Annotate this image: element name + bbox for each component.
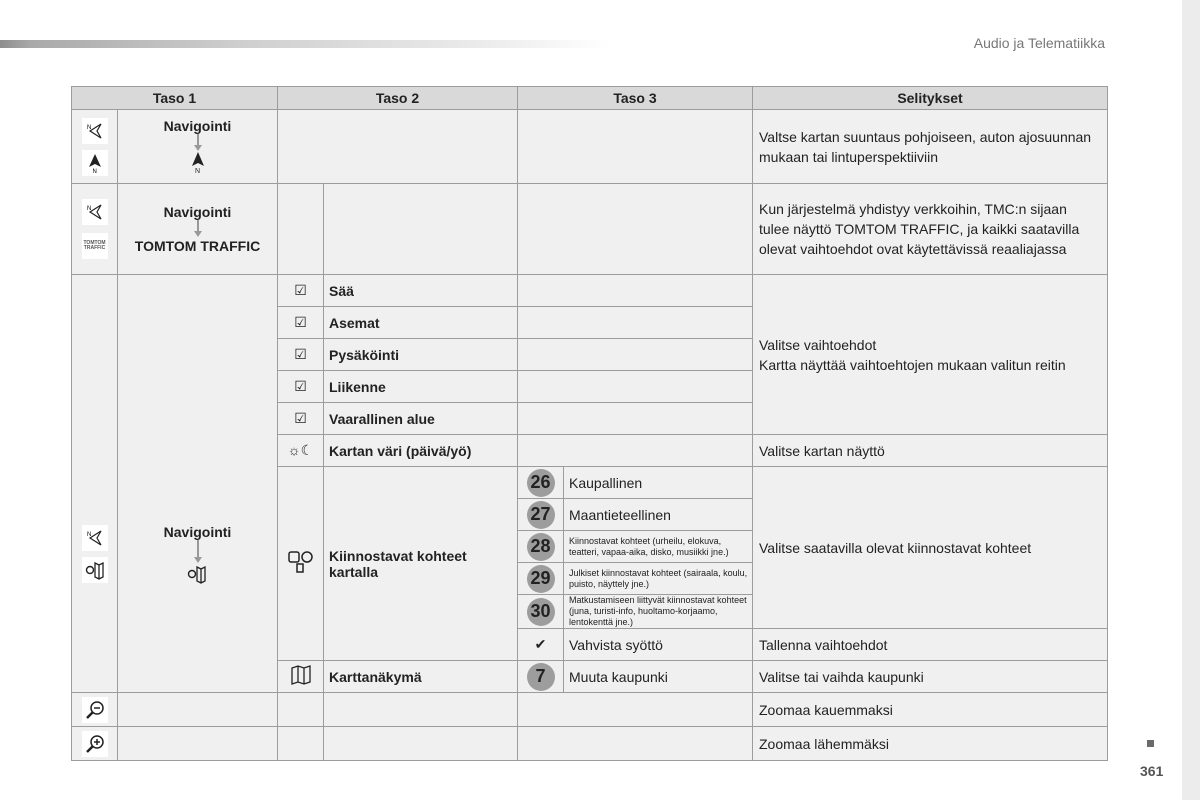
section-title: Audio ja Telematiikka — [973, 35, 1105, 51]
description: Zoomaa kauemmaksi — [753, 693, 1108, 727]
description: Valitse saatavilla olevat kiinnostavat kohteet — [753, 467, 1108, 629]
poi-label: Kiinnostavat kohteet (urheilu, elokuva, teatteri, vapaa-aika, disko, musiikki jne.) — [564, 531, 753, 563]
down-arrow-icon — [193, 134, 203, 152]
checkbox-icon: ☑ — [278, 275, 324, 307]
description: Valtse kartan suuntaus pohjoiseen, auton ajosuunnan mukaan tai lintuperspektiiviin — [753, 110, 1108, 184]
description: Valitse kartan näyttö — [753, 435, 1108, 467]
menu-table — [71, 86, 1108, 761]
col-header-taso2: Taso 2 — [278, 87, 518, 110]
option-label: Asemat — [324, 307, 518, 339]
svg-text:N: N — [86, 206, 91, 212]
poi-label: Matkustamiseen liittyvät kiinnostavat kohteet (juna, turisti-info, huoltamo-korjaamo, lentokenttä jne.) — [564, 595, 753, 629]
icon-cell — [72, 184, 118, 275]
option-label: Karttanäkymä — [324, 661, 518, 693]
city-badge: 7 — [527, 663, 555, 691]
table-row — [72, 110, 1108, 184]
svg-text:N: N — [86, 124, 91, 131]
col-header-taso3: Taso 3 — [518, 87, 753, 110]
page-number: 361 — [1140, 763, 1164, 779]
navigation-icon — [82, 118, 108, 144]
north-label: N — [194, 168, 201, 175]
option-label: Kiinnostavat kohteet kartalla — [324, 467, 518, 661]
description: Zoomaa lähemmäksi — [753, 727, 1108, 761]
nav-cell — [118, 184, 278, 275]
table-row — [72, 693, 1108, 727]
option-label: Kartan väri (päivä/yö) — [324, 435, 518, 467]
navigation-icon — [82, 199, 108, 225]
down-arrow-icon — [193, 220, 203, 238]
table-row — [72, 184, 1108, 275]
col-header-taso1: Taso 1 — [72, 87, 278, 110]
description-line: Valitse vaihtoehdot — [759, 336, 877, 353]
navigation-icon — [82, 525, 108, 551]
poi-badge: 28 — [527, 533, 555, 561]
page-edge-band — [1182, 0, 1200, 800]
poi-badge: 30 — [527, 598, 555, 626]
checkbox-icon: ☑ — [278, 339, 324, 371]
poi-badge: 27 — [527, 501, 555, 529]
header-gradient-bar — [0, 40, 610, 48]
option-label: Pysäköinti — [324, 339, 518, 371]
map-settings-icon — [186, 564, 210, 584]
city-label: Muuta kaupunki — [564, 661, 753, 693]
svg-text:N: N — [86, 531, 91, 538]
poi-label: Julkiset kiinnostavat kohteet (sairaala, koulu, puisto, näyttely jne.) — [564, 563, 753, 595]
nav-cell — [118, 110, 278, 184]
option-label: Vaarallinen alue — [324, 403, 518, 435]
tomtom-traffic-icon — [82, 233, 108, 259]
map-book-icon — [278, 661, 324, 693]
checkbox-icon: ☑ — [278, 371, 324, 403]
col-header-selitykset: Selitykset — [753, 87, 1108, 110]
tomtom-traffic-icon-label: TOMTOM TRAFFIC — [83, 240, 106, 251]
icon-cell — [72, 275, 118, 693]
poi-badge: 29 — [527, 565, 555, 593]
svg-text:N: N — [92, 168, 97, 174]
down-arrow-icon — [193, 540, 203, 564]
zoom-in-icon — [82, 731, 108, 757]
nav-label: Navigointi — [163, 118, 232, 134]
icon-cell — [72, 110, 118, 184]
checkbox-icon: ☑ — [278, 403, 324, 435]
north-arrow-small-icon — [191, 152, 205, 168]
description: Valitse tai vaihda kaupunki — [753, 661, 1108, 693]
poi-label: Kaupallinen — [564, 467, 753, 499]
poi-label: Maantieteellinen — [564, 499, 753, 531]
checkbox-icon: ☑ — [278, 307, 324, 339]
description — [753, 275, 1108, 435]
nav-label: Navigointi — [163, 204, 232, 220]
checkmark-icon: ✔ — [518, 629, 564, 661]
map-settings-icon — [82, 557, 108, 583]
option-label: Sää — [324, 275, 518, 307]
poi-badge: 26 — [527, 469, 555, 497]
zoom-out-icon — [82, 697, 108, 723]
nav-label: Navigointi — [163, 523, 232, 540]
north-arrow-icon — [82, 150, 108, 176]
table-row — [72, 275, 1108, 307]
option-label: Liikenne — [324, 371, 518, 403]
nav-cell — [118, 275, 278, 693]
day-night-icon: ☼☾ — [278, 435, 324, 467]
page-marker — [1147, 740, 1154, 747]
traffic-label: TOMTOM TRAFFIC — [134, 238, 261, 254]
description: Tallenna vaihtoehdot — [753, 629, 1108, 661]
table-header-row — [72, 87, 1108, 110]
description: Kun järjestelmä yhdistyy verkkoihin, TMC:n sijaan tulee näyttö TOMTOM TRAFFIC, ja kaikki saatavilla olevat vaihtoehdot ovat käytettävissä reaaliajassa — [753, 184, 1108, 275]
confirm-label: Vahvista syöttö — [564, 629, 753, 661]
poi-icon — [278, 467, 324, 661]
table-row — [72, 727, 1108, 761]
description-line: Kartta näyttää vaihtoehtojen mukaan valitun reitin — [759, 356, 1066, 373]
